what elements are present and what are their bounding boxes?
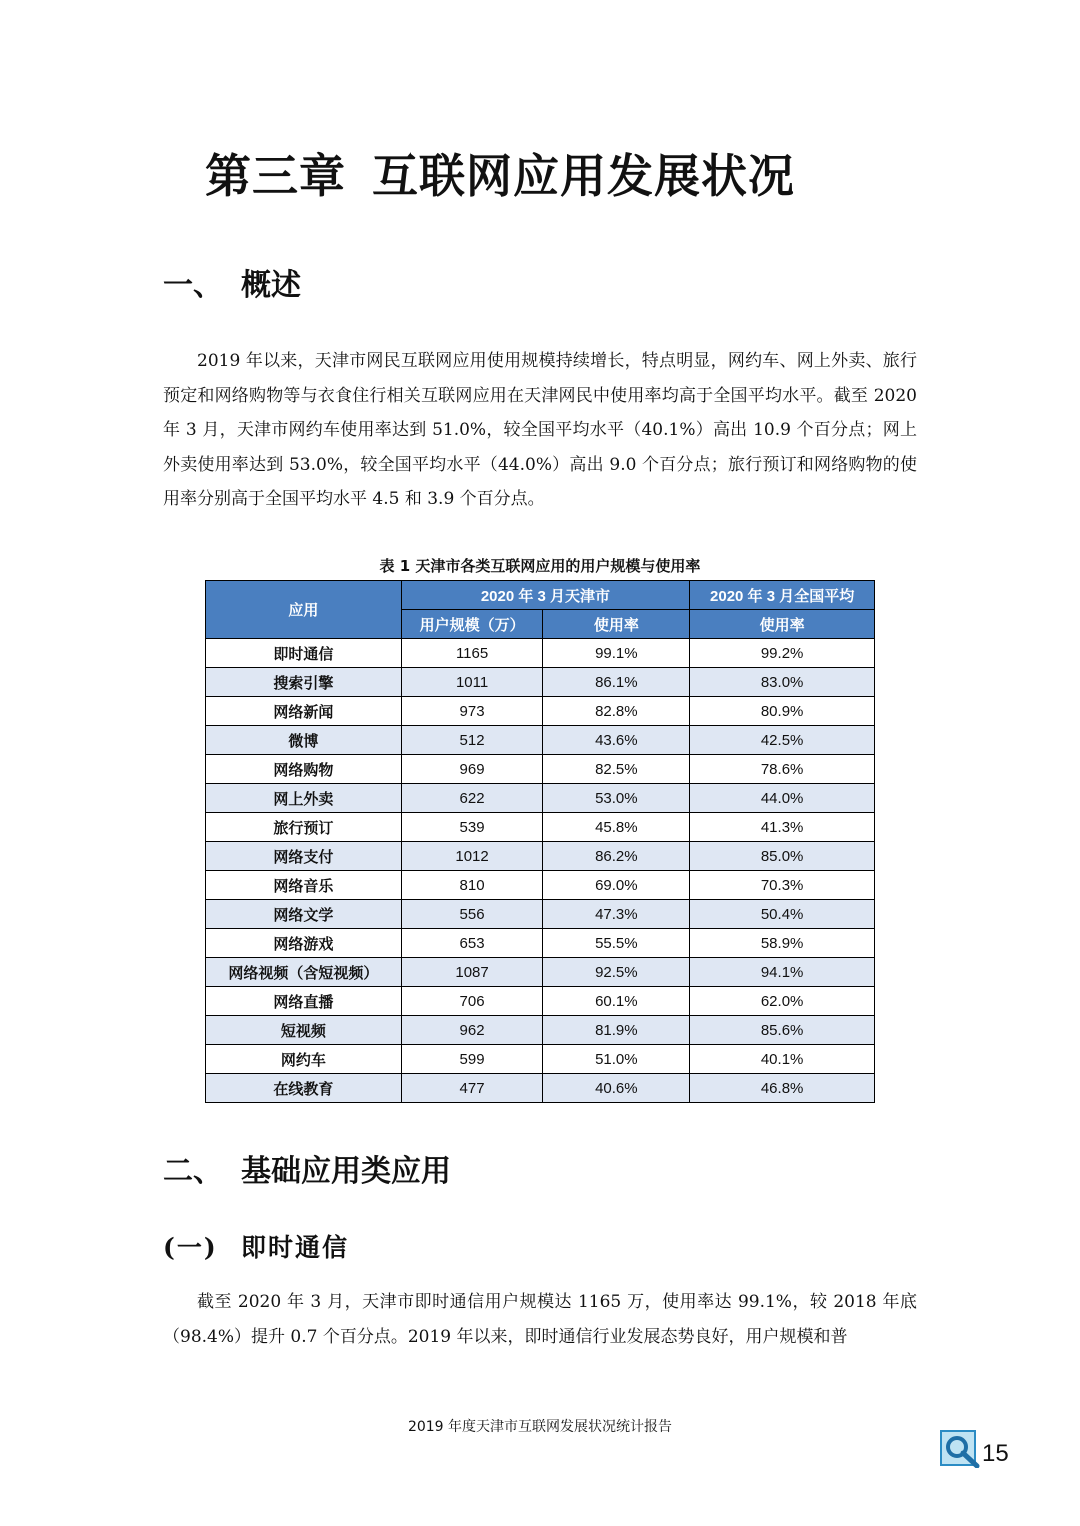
cell-users: 1087 <box>401 958 543 987</box>
cell-national-rate: 46.8% <box>690 1074 875 1103</box>
cell-app: 网络视频（含短视频） <box>206 958 402 987</box>
cell-users: 1165 <box>401 639 543 668</box>
footer-report-title: 2019 年度天津市互联网发展状况统计报告 <box>407 1419 673 1435</box>
cell-national-rate: 42.5% <box>690 726 875 755</box>
cell-national-rate: 80.9% <box>690 697 875 726</box>
cell-national-rate: 99.2% <box>690 639 875 668</box>
header-users: 用户规模（万） <box>401 610 543 639</box>
cell-national-rate: 78.6% <box>690 755 875 784</box>
section-title: 概述 <box>241 268 301 303</box>
table-row <box>206 987 875 1016</box>
cell-users: 477 <box>401 1074 543 1103</box>
header-rate: 使用率 <box>543 610 690 639</box>
cell-rate: 47.3% <box>543 900 690 929</box>
cell-national-rate: 58.9% <box>690 929 875 958</box>
cell-users: 599 <box>401 1045 543 1074</box>
cell-users: 973 <box>401 697 543 726</box>
cell-rate: 55.5% <box>543 929 690 958</box>
cell-users: 962 <box>401 1016 543 1045</box>
cell-rate: 81.9% <box>543 1016 690 1045</box>
cell-app: 网络购物 <box>206 755 402 784</box>
cell-national-rate: 50.4% <box>690 900 875 929</box>
cell-app: 网络文学 <box>206 900 402 929</box>
cell-users: 556 <box>401 900 543 929</box>
table-row <box>206 958 875 987</box>
cell-national-rate: 83.0% <box>690 668 875 697</box>
cell-app: 网络新闻 <box>206 697 402 726</box>
cell-national-rate: 41.3% <box>690 813 875 842</box>
subsection-title: 即时通信 <box>241 1233 350 1262</box>
cell-national-rate: 85.6% <box>690 1016 875 1045</box>
cell-app: 网上外卖 <box>206 784 402 813</box>
header-national-rate: 使用率 <box>690 610 875 639</box>
cell-app: 网络游戏 <box>206 929 402 958</box>
cell-rate: 69.0% <box>543 871 690 900</box>
chapter-title <box>205 140 795 206</box>
chapter-number: 第三章 <box>205 149 346 203</box>
section-title: 基础应用类应用 <box>241 1154 451 1189</box>
table-row <box>206 755 875 784</box>
table-row <box>206 813 875 842</box>
section-heading-basic-apps <box>163 1146 451 1190</box>
cell-rate: 99.1% <box>543 639 690 668</box>
overview-paragraph: 2019 年以来，天津市网民互联网应用使用规模持续增长，特点明显，网约车、网上外卖、旅行预定和网络购物等与衣食住行相关互联网应用在天津网民中使用率均高于全国平均水平。截至 2020 年 3 月，天津市网约车使用率达到 51.0%，较全国平均水平（40.1%）高出 10.9 个百分点；网上外卖使用率达到 53.0%，较全国平均水平（44.0%）高出 9.0 个百分点；旅行预订和网络购物的使用率分别高于全国平均水平 4.5 和 3.9 个百分点。 <box>163 351 917 509</box>
page-number: 15 <box>982 1440 1009 1467</box>
cell-national-rate: 44.0% <box>690 784 875 813</box>
table-row <box>206 929 875 958</box>
im-paragraph: 截至 2020 年 3 月，天津市即时通信用户规模达 1165 万，使用率达 99.1%，较 2018 年底（98.4%）提升 0.7 个百分点。2019 年以来，即时通信行业发展态势良好，用户规模和普 <box>163 1292 917 1347</box>
cell-users: 706 <box>401 987 543 1016</box>
cell-app: 旅行预订 <box>206 813 402 842</box>
cell-national-rate: 85.0% <box>690 842 875 871</box>
cell-app: 在线教育 <box>206 1074 402 1103</box>
cell-app: 搜索引擎 <box>206 668 402 697</box>
cell-app: 网络直播 <box>206 987 402 1016</box>
table-row <box>206 784 875 813</box>
table-row <box>206 1045 875 1074</box>
table-row <box>206 871 875 900</box>
cell-rate: 86.1% <box>543 668 690 697</box>
table-body <box>206 639 875 1103</box>
table-row <box>206 697 875 726</box>
cell-rate: 43.6% <box>543 726 690 755</box>
usage-table <box>205 580 875 1103</box>
cell-users: 622 <box>401 784 543 813</box>
cell-rate: 86.2% <box>543 842 690 871</box>
cell-rate: 82.5% <box>543 755 690 784</box>
table-row <box>206 1016 875 1045</box>
cell-rate: 60.1% <box>543 987 690 1016</box>
cell-users: 539 <box>401 813 543 842</box>
cell-rate: 51.0% <box>543 1045 690 1074</box>
cell-app: 微博 <box>206 726 402 755</box>
table-row <box>206 1074 875 1103</box>
cell-users: 810 <box>401 871 543 900</box>
cell-app: 即时通信 <box>206 639 402 668</box>
cell-national-rate: 94.1% <box>690 958 875 987</box>
cell-app: 网络支付 <box>206 842 402 871</box>
cell-rate: 92.5% <box>543 958 690 987</box>
cell-rate: 82.8% <box>543 697 690 726</box>
header-national: 2020 年 3 月全国平均 <box>690 581 875 610</box>
section-heading-overview <box>163 260 301 304</box>
subsection-number: (一) <box>163 1233 218 1262</box>
table-row <box>206 842 875 871</box>
report-logo-icon <box>940 1430 980 1468</box>
cell-rate: 53.0% <box>543 784 690 813</box>
cell-users: 1012 <box>401 842 543 871</box>
table-row <box>206 900 875 929</box>
table-row <box>206 639 875 668</box>
cell-users: 653 <box>401 929 543 958</box>
header-tianjin: 2020 年 3 月天津市 <box>401 581 690 610</box>
table-row <box>206 668 875 697</box>
cell-users: 969 <box>401 755 543 784</box>
table-caption: 表 1 天津市各类互联网应用的用户规模与使用率 <box>379 557 701 575</box>
cell-national-rate: 70.3% <box>690 871 875 900</box>
subsection-heading-im <box>163 1228 349 1264</box>
cell-users: 1011 <box>401 668 543 697</box>
cell-app: 短视频 <box>206 1016 402 1045</box>
cell-national-rate: 62.0% <box>690 987 875 1016</box>
section-number: 一、 <box>163 268 223 303</box>
cell-rate: 45.8% <box>543 813 690 842</box>
cell-national-rate: 40.1% <box>690 1045 875 1074</box>
table-row <box>206 726 875 755</box>
section-number: 二、 <box>163 1154 223 1189</box>
cell-app: 网络音乐 <box>206 871 402 900</box>
cell-users: 512 <box>401 726 543 755</box>
chapter-name: 互联网应用发展状况 <box>372 149 795 203</box>
cell-rate: 40.6% <box>543 1074 690 1103</box>
cell-app: 网约车 <box>206 1045 402 1074</box>
header-app: 应用 <box>206 581 402 639</box>
